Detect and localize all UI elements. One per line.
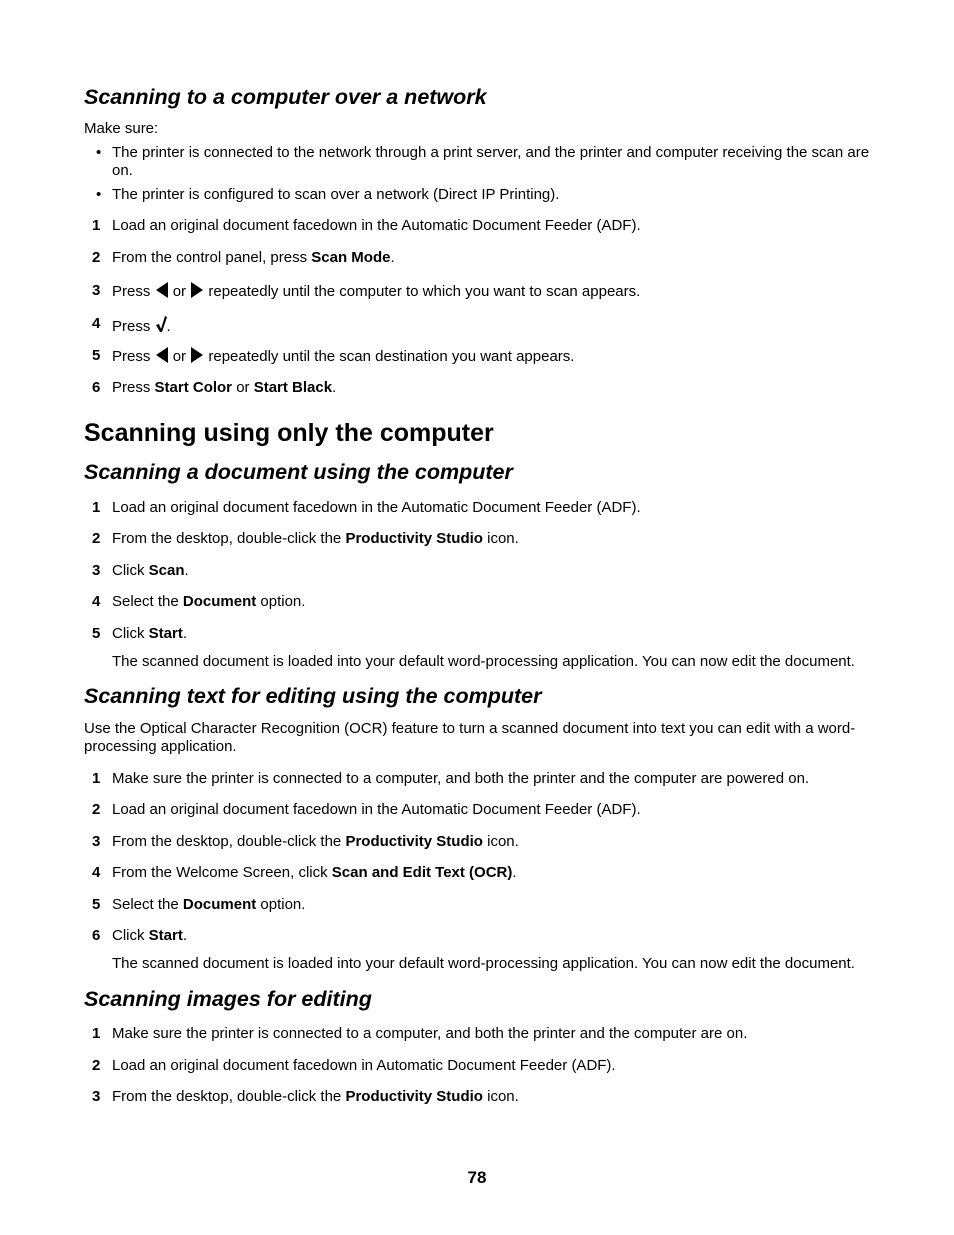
step-text [112, 347, 574, 366]
step-text-post: . [390, 249, 395, 266]
step-number: 5 [92, 625, 101, 642]
step-number: 4 [92, 593, 101, 610]
bullet-dot: • [96, 144, 102, 161]
step-item [92, 530, 882, 548]
step-text-post: . [184, 562, 189, 579]
right-arrow-icon [190, 347, 204, 363]
step-number: 1 [92, 499, 101, 516]
step-text: Load an original document facedown in the Automatic Document Feeder (ADF). [112, 217, 641, 234]
step-text [112, 530, 519, 548]
step-text [112, 593, 305, 611]
step-text-pre: Select the [112, 896, 183, 913]
step-item [92, 1088, 882, 1106]
step-item [92, 1057, 882, 1075]
step-text [112, 249, 395, 267]
step-text-post: icon. [482, 530, 519, 547]
step-text: Load an original document facedown in the Automatic Document Feeder (ADF). [112, 801, 641, 818]
step-number: 2 [92, 1057, 101, 1074]
step-text-pre: Click [112, 562, 149, 579]
step-text [112, 1088, 519, 1106]
start-color-label: Start Color [154, 379, 233, 396]
step-item [92, 833, 882, 851]
step-item [92, 282, 882, 300]
result-note: The scanned document is loaded into your default word-processing application. You can now edit the document. [112, 653, 855, 670]
page-title: Scanning using only the computer [84, 419, 494, 447]
step-text: Load an original document facedown in the Automatic Document Feeder (ADF). [112, 499, 641, 516]
step-text-pre: From the desktop, double-click the [112, 530, 346, 547]
scan-mode-label: Scan Mode [311, 249, 391, 266]
step-number: 1 [92, 770, 101, 787]
step-text-pre: Press [112, 283, 151, 300]
scan-label: Scan [148, 562, 185, 579]
step-text: Make sure the printer is connected to a computer, and both the printer and the computer are on. [112, 1025, 748, 1042]
checkmark-icon [155, 315, 167, 333]
section-heading-images: Scanning images for editing [84, 987, 372, 1011]
step-number: 5 [92, 347, 101, 364]
step-text-post: repeatedly until the computer to which you want to scan appears. [208, 283, 641, 300]
step-item [92, 379, 882, 397]
step-item [92, 801, 882, 819]
step-text-pre: Press [112, 318, 151, 335]
document-label: Document [182, 593, 257, 610]
bullet-text: The printer is connected to the network through a print server, and the printer and computer receiving the scan are on. [112, 144, 870, 179]
left-arrow-icon [155, 282, 169, 298]
step-text [112, 282, 640, 301]
step-text-or: or [172, 283, 187, 300]
step-text-or: or [172, 348, 187, 365]
step-text-post: icon. [482, 833, 519, 850]
step-text-pre: Press [112, 379, 155, 396]
start-label: Start [148, 927, 183, 944]
step-number: 4 [92, 315, 101, 332]
step-text-pre: From the desktop, double-click the [112, 833, 346, 850]
step-text-pre: From the control panel, press [112, 249, 312, 266]
step-text [112, 864, 517, 882]
step-text [112, 625, 187, 643]
step-text-post: repeatedly until the scan destination you want appears. [208, 348, 575, 365]
step-text-post: . [332, 379, 337, 396]
step-text-pre: Press [112, 348, 151, 365]
step-number: 6 [92, 927, 101, 944]
right-arrow-icon [190, 282, 204, 298]
step-number: 5 [92, 896, 101, 913]
step-item [92, 315, 882, 333]
make-sure-label: Make sure: [84, 120, 159, 137]
step-number: 3 [92, 282, 101, 299]
step-text-post: option. [256, 896, 306, 913]
step-text-post: icon. [482, 1088, 519, 1105]
step-number: 2 [92, 249, 101, 266]
step-text [112, 833, 519, 851]
step-text-mid: or [232, 379, 254, 396]
step-number: 4 [92, 864, 101, 881]
start-black-label: Start Black [253, 379, 333, 396]
step-item [92, 896, 882, 914]
step-text-pre: Click [112, 927, 149, 944]
step-item [92, 1025, 882, 1043]
step-text-pre: From the Welcome Screen, click [112, 864, 332, 881]
step-item [92, 927, 882, 945]
step-text [112, 379, 336, 397]
step-number: 3 [92, 1088, 101, 1105]
productivity-studio-label: Productivity Studio [345, 833, 483, 850]
step-text-post: option. [256, 593, 306, 610]
step-item [92, 562, 882, 580]
step-text-pre: From the desktop, double-click the [112, 1088, 346, 1105]
document-label: Document [182, 896, 257, 913]
step-number: 2 [92, 801, 101, 818]
step-item [92, 770, 882, 788]
step-item [92, 864, 882, 882]
step-text [112, 315, 171, 336]
step-number: 2 [92, 530, 101, 547]
ocr-intro: Use the Optical Character Recognition (OCR) feature to turn a scanned document into text you can edit with a word-processing application. [84, 720, 856, 755]
section-heading-network-scan: Scanning to a computer over a network [84, 85, 487, 109]
step-text [112, 896, 305, 914]
step-item [92, 593, 882, 611]
result-note: The scanned document is loaded into your default word-processing application. You can now edit the document. [112, 955, 855, 972]
start-label: Start [148, 625, 183, 642]
step-item [92, 625, 882, 643]
bullet-dot: • [96, 186, 102, 203]
productivity-studio-label: Productivity Studio [345, 1088, 483, 1105]
step-number: 6 [92, 379, 101, 396]
step-number: 1 [92, 1025, 101, 1042]
step-number: 3 [92, 562, 101, 579]
step-text-post: . [512, 864, 517, 881]
bullet-text: The printer is configured to scan over a network (Direct IP Printing). [112, 186, 560, 203]
step-text [112, 562, 189, 580]
scan-edit-text-label: Scan and Edit Text (OCR) [331, 864, 513, 881]
section-heading-ocr: Scanning text for editing using the computer [84, 684, 542, 708]
left-arrow-icon [155, 347, 169, 363]
step-item [92, 499, 882, 517]
page-number: 78 [467, 1168, 487, 1187]
step-item [92, 217, 882, 235]
step-text-post: . [182, 625, 188, 642]
step-text-pre: Select the [112, 593, 183, 610]
productivity-studio-label: Productivity Studio [345, 530, 483, 547]
step-text-pre: Click [112, 625, 149, 642]
step-text [112, 927, 187, 945]
step-item [92, 347, 882, 365]
step-text-post: . [182, 927, 188, 944]
step-text: Make sure the printer is connected to a computer, and both the printer and the computer are powered on. [112, 770, 810, 787]
step-item [92, 249, 882, 267]
step-number: 3 [92, 833, 101, 850]
step-text-post: . [166, 318, 171, 335]
section-heading-document-scan: Scanning a document using the computer [84, 460, 513, 484]
step-text: Load an original document facedown in Automatic Document Feeder (ADF). [112, 1057, 616, 1074]
step-number: 1 [92, 217, 101, 234]
